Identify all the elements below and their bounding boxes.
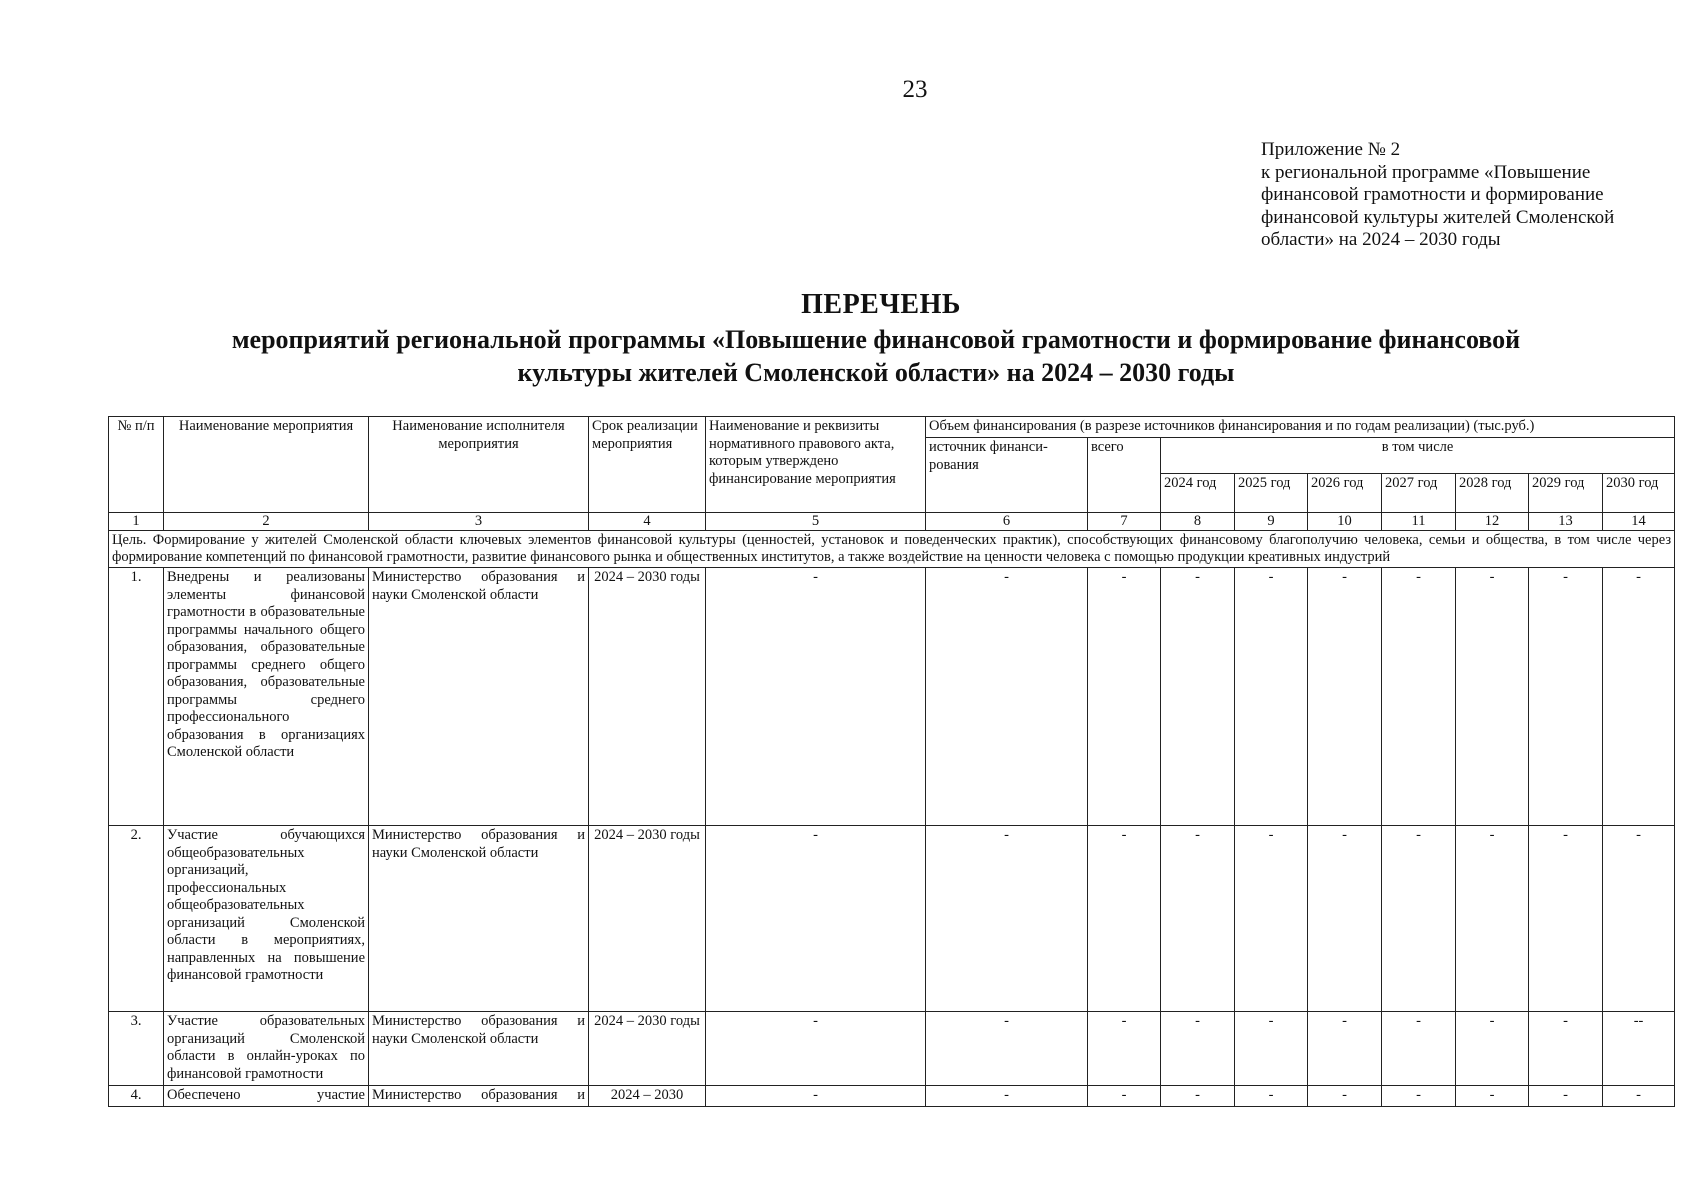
row-num: 4. bbox=[109, 1086, 164, 1107]
row-act: - bbox=[706, 1086, 926, 1107]
table-row bbox=[109, 1086, 1675, 1107]
appendix-line: финансовой культуры жителей Смоленской bbox=[1261, 206, 1615, 228]
row-num: 3. bbox=[109, 1012, 164, 1086]
row-executor: Министерство образования и науки Смоленской области bbox=[369, 1012, 589, 1086]
row-event-name: Участие обучающихся общеобразовательных организаций, профессиональных общеобразовательных организаций Смоленской области в мероприятиях, направленных на повышение финансовой грамотности bbox=[164, 826, 369, 1012]
row-source: - bbox=[926, 1086, 1088, 1107]
goal-text: Цель. Формирование у жителей Смоленской области ключевых элементов финансовой культуры (ценностей, установок и поведенческих практик), способствующих финансовому благополучию человека, семьи и общества, в том числе через формирование компетенций по финансовой грамотности, развитие финансового рынка и общественных институтов, а также воздействие на ценности человека с помощью продукции креативных индустрий bbox=[109, 531, 1675, 568]
column-number: 9 bbox=[1235, 513, 1308, 531]
row-total: - bbox=[1088, 568, 1161, 826]
row-term: 2024 – 2030 годы bbox=[589, 568, 706, 826]
row-term: 2024 – 2030 годы bbox=[589, 1012, 706, 1086]
row-event-name: Внедрены и реализованы элементы финансовой грамотности в образовательные программы начального общего образования, образовательные программы среднего общего образования, образовательные программы среднего профессионального образования в организациях Смоленской области bbox=[164, 568, 369, 826]
appendix-line: к региональной программе «Повышение bbox=[1261, 161, 1591, 183]
row-total: - bbox=[1088, 1086, 1161, 1107]
row-num: 2. bbox=[109, 826, 164, 1012]
page-number: 23 bbox=[902, 76, 928, 103]
row-year-value: - bbox=[1235, 568, 1308, 826]
row-year-value: - bbox=[1382, 826, 1456, 1012]
appendix-line: Приложение № 2 bbox=[1261, 139, 1401, 160]
header-year: 2025 год bbox=[1235, 474, 1308, 513]
row-year-value: - bbox=[1161, 568, 1235, 826]
row-event-name: Обеспечено участие bbox=[164, 1086, 369, 1107]
column-number: 1 bbox=[109, 513, 164, 531]
row-event-name: Участие образовательных организаций Смоленской области в онлайн-уроках по финансовой грамотности bbox=[164, 1012, 369, 1086]
row-year-value: - bbox=[1308, 1086, 1382, 1107]
events-table bbox=[108, 416, 1675, 1107]
header-year: 2027 год bbox=[1382, 474, 1456, 513]
column-number: 10 bbox=[1308, 513, 1382, 531]
row-year-value: - bbox=[1235, 826, 1308, 1012]
row-executor: Министерство образования и bbox=[369, 1086, 589, 1107]
row-year-value: -- bbox=[1603, 1012, 1675, 1086]
row-total: - bbox=[1088, 826, 1161, 1012]
row-year-value: - bbox=[1529, 826, 1603, 1012]
header-num: № п/п bbox=[109, 417, 164, 513]
document-title: ПЕРЕЧЕНЬ bbox=[801, 289, 961, 320]
appendix-line: финансовой грамотности и формирование bbox=[1261, 184, 1604, 205]
column-number: 2 bbox=[164, 513, 369, 531]
header-source: источник финанси-рования bbox=[926, 438, 1088, 513]
header-year: 2026 год bbox=[1308, 474, 1382, 513]
row-year-value: - bbox=[1235, 1012, 1308, 1086]
row-year-value: - bbox=[1308, 1012, 1382, 1086]
header-act: Наименование и реквизиты нормативного правового акта, которым утверждено финансирование мероприятия bbox=[706, 417, 926, 513]
appendix-line: области» на 2024 – 2030 годы bbox=[1261, 229, 1501, 250]
row-year-value: - bbox=[1603, 568, 1675, 826]
row-executor: Министерство образования и науки Смоленской области bbox=[369, 568, 589, 826]
appendix-note bbox=[1261, 139, 1681, 252]
header-event-name: Наименование мероприятия bbox=[164, 417, 369, 513]
header-year: 2030 год bbox=[1603, 474, 1675, 513]
row-year-value: - bbox=[1161, 1012, 1235, 1086]
column-number: 6 bbox=[926, 513, 1088, 531]
row-act: - bbox=[706, 568, 926, 826]
row-source: - bbox=[926, 1012, 1088, 1086]
row-year-value: - bbox=[1308, 826, 1382, 1012]
row-year-value: - bbox=[1456, 1012, 1529, 1086]
header-row bbox=[109, 417, 1675, 438]
header-total: всего bbox=[1088, 438, 1161, 513]
row-year-value: - bbox=[1235, 1086, 1308, 1107]
header-year: 2029 год bbox=[1529, 474, 1603, 513]
row-year-value: - bbox=[1161, 1086, 1235, 1107]
row-executor: Министерство образования и науки Смоленской области bbox=[369, 826, 589, 1012]
row-act: - bbox=[706, 1012, 926, 1086]
row-num: 1. bbox=[109, 568, 164, 826]
column-number: 5 bbox=[706, 513, 926, 531]
document-subtitle bbox=[0, 323, 1691, 389]
row-year-value: - bbox=[1529, 568, 1603, 826]
column-number-row bbox=[109, 513, 1675, 531]
column-number: 13 bbox=[1529, 513, 1603, 531]
header-year: 2024 год bbox=[1161, 474, 1235, 513]
row-year-value: - bbox=[1308, 568, 1382, 826]
column-number: 3 bbox=[369, 513, 589, 531]
subtitle-line: культуры жителей Смоленской области» на 2024 – 2030 годы bbox=[517, 358, 1235, 387]
row-source: - bbox=[926, 568, 1088, 826]
column-number: 4 bbox=[589, 513, 706, 531]
column-number: 14 bbox=[1603, 513, 1675, 531]
row-year-value: - bbox=[1456, 1086, 1529, 1107]
row-year-value: - bbox=[1382, 1086, 1456, 1107]
row-year-value: - bbox=[1382, 568, 1456, 826]
row-year-value: - bbox=[1456, 826, 1529, 1012]
row-year-value: - bbox=[1529, 1012, 1603, 1086]
header-year: 2028 год bbox=[1456, 474, 1529, 513]
row-act: - bbox=[706, 826, 926, 1012]
goal-row bbox=[109, 531, 1675, 568]
row-year-value: - bbox=[1529, 1086, 1603, 1107]
row-year-value: - bbox=[1603, 1086, 1675, 1107]
column-number: 12 bbox=[1456, 513, 1529, 531]
row-year-value: - bbox=[1603, 826, 1675, 1012]
table-row bbox=[109, 826, 1675, 1012]
row-year-value: - bbox=[1382, 1012, 1456, 1086]
header-executor: Наименование исполнителя мероприятия bbox=[369, 417, 589, 513]
row-term: 2024 – 2030 годы bbox=[589, 826, 706, 1012]
header-funding: Объем финансирования (в разрезе источников финансирования и по годам реализации) (тыс.руб.) bbox=[926, 417, 1675, 438]
column-number: 11 bbox=[1382, 513, 1456, 531]
row-total: - bbox=[1088, 1012, 1161, 1086]
header-including: в том числе bbox=[1161, 438, 1675, 474]
header-term: Срок реализации мероприятия bbox=[589, 417, 706, 513]
table-row bbox=[109, 568, 1675, 826]
column-number: 7 bbox=[1088, 513, 1161, 531]
row-term: 2024 – 2030 bbox=[589, 1086, 706, 1107]
row-source: - bbox=[926, 826, 1088, 1012]
row-year-value: - bbox=[1456, 568, 1529, 826]
subtitle-line: мероприятий региональной программы «Повышение финансовой грамотности и формирование финансовой bbox=[231, 325, 1521, 354]
row-year-value: - bbox=[1161, 826, 1235, 1012]
column-number: 8 bbox=[1161, 513, 1235, 531]
table-row bbox=[109, 1012, 1675, 1086]
